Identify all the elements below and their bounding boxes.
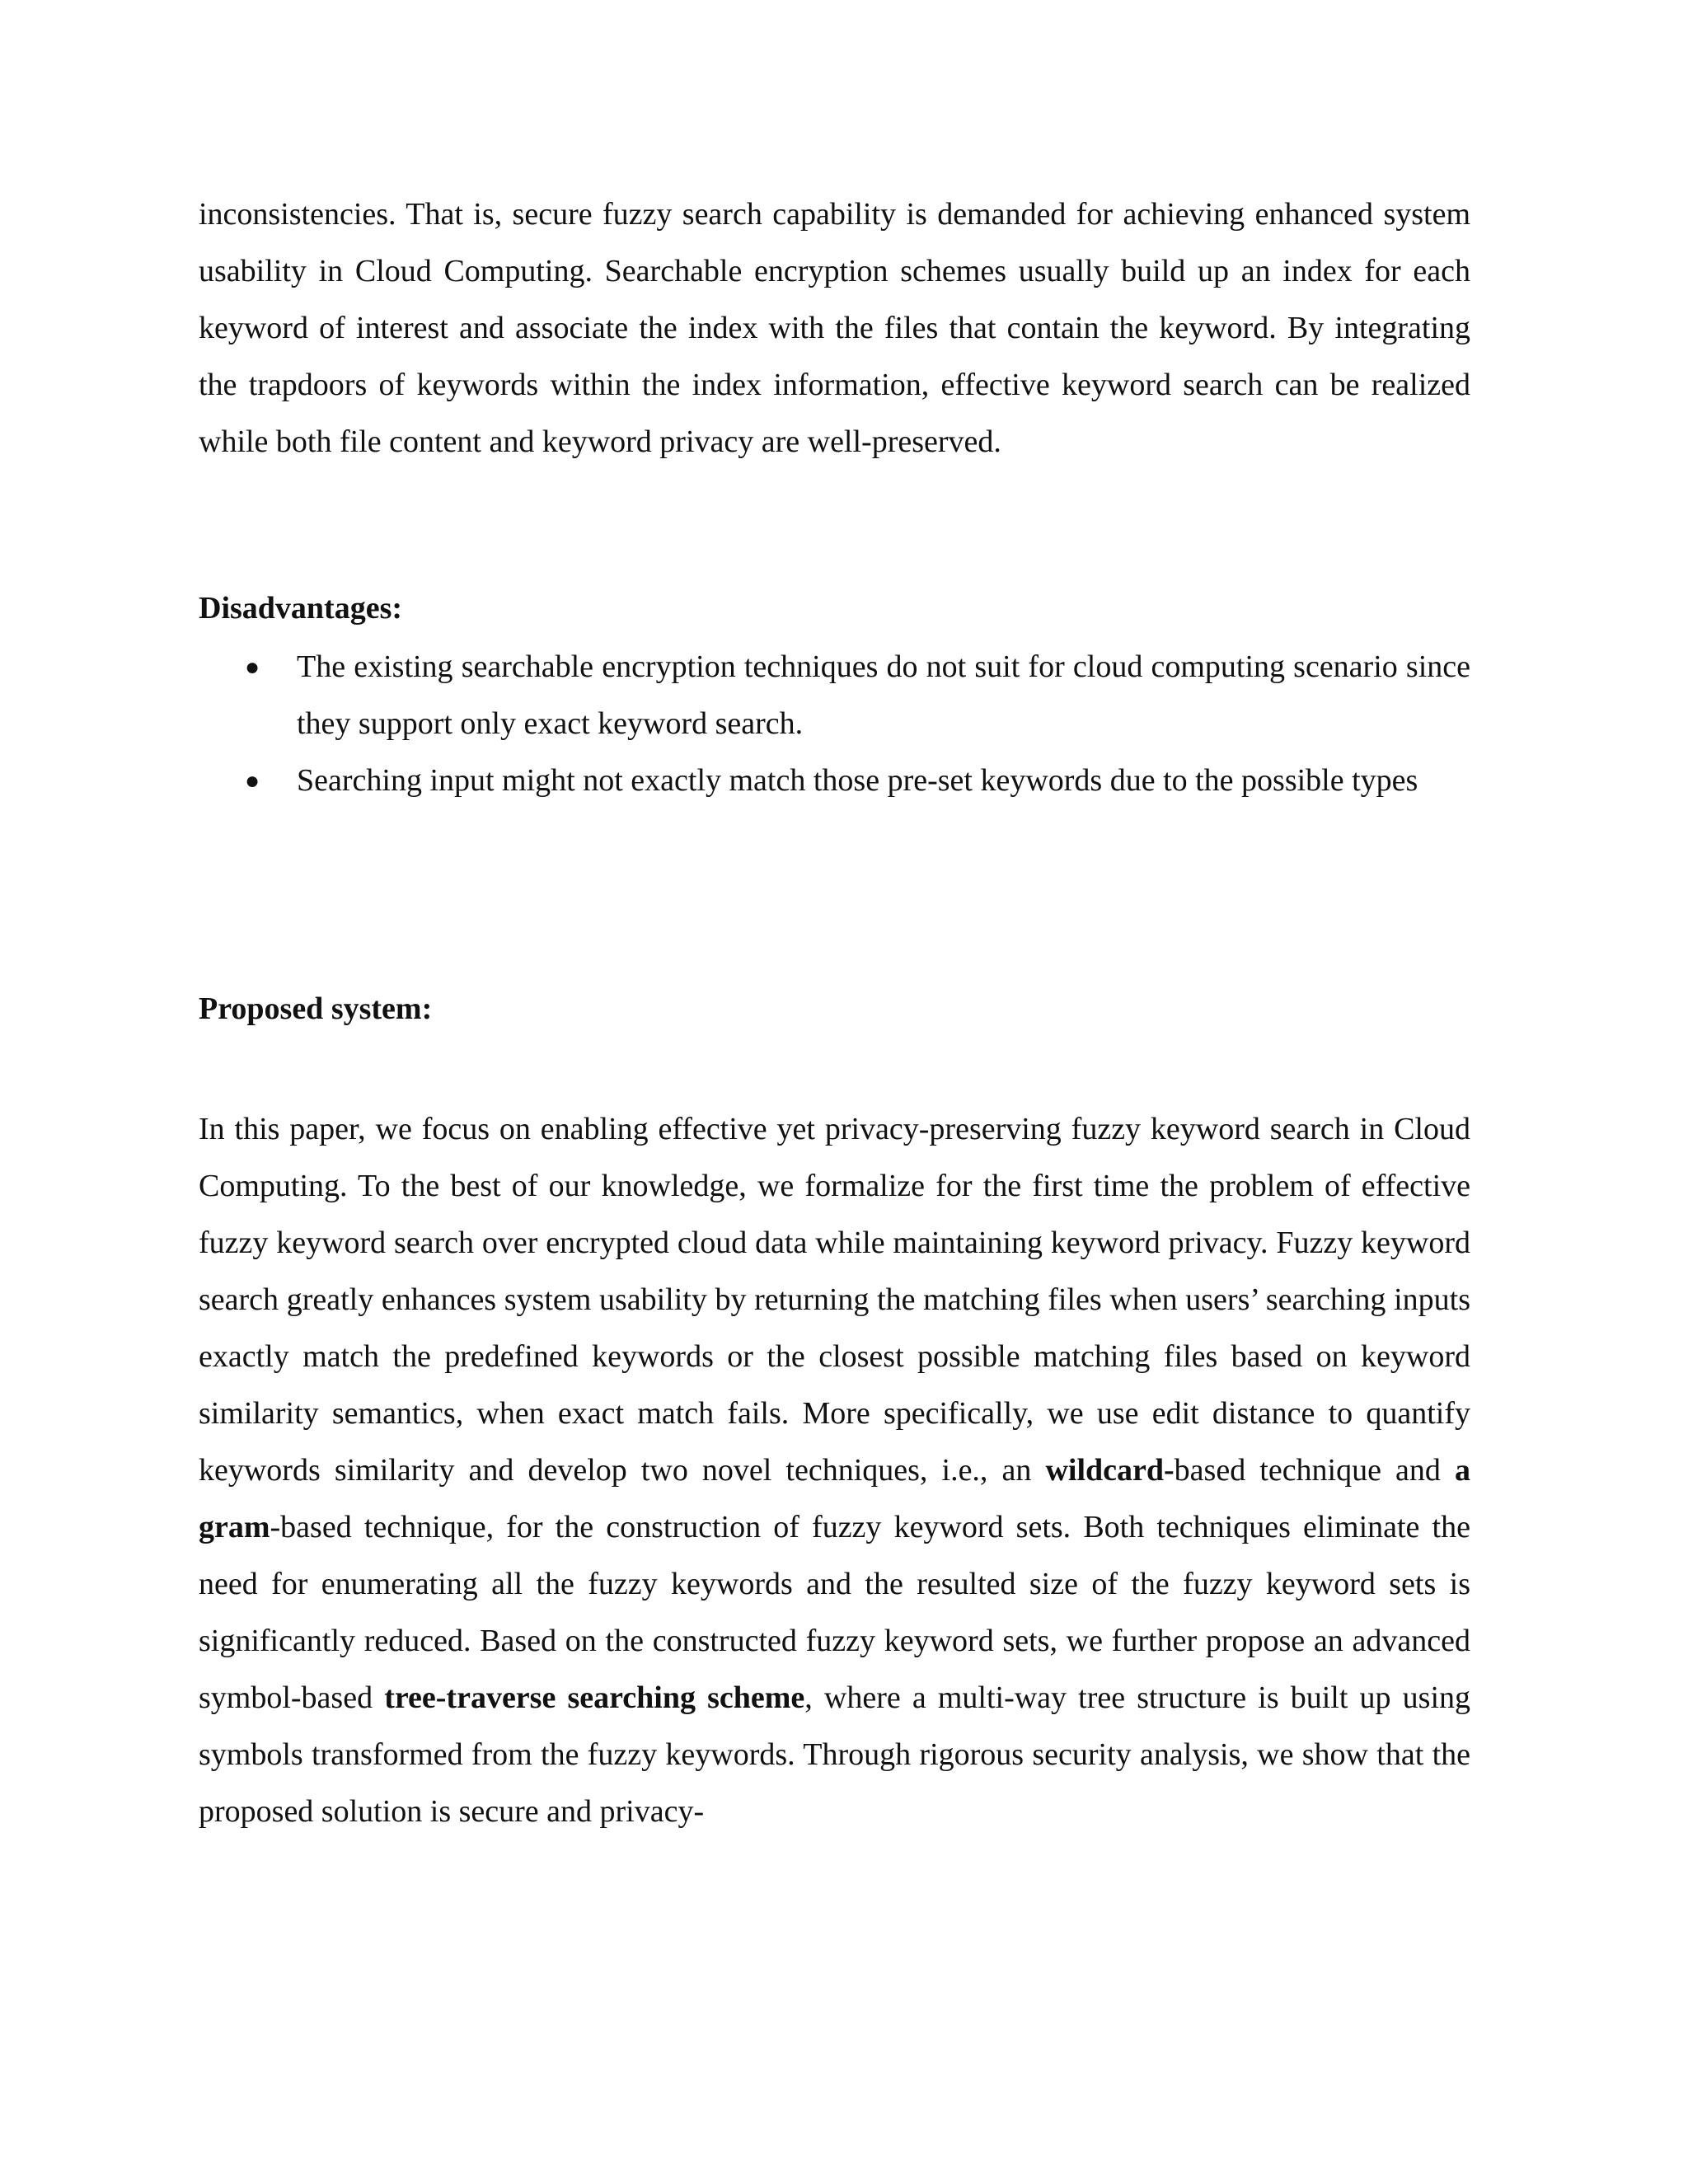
disadvantages-list — [199, 639, 1470, 809]
paragraph-text: based technique and — [1174, 1453, 1455, 1488]
bullet-icon: ● — [245, 654, 260, 681]
list-item — [199, 639, 1470, 752]
paragraph-text: , where a multi-way tree structure is built up using symbols transformed from the fuzzy keywords. Through rigorous security analysis, we show that the proposed solution is secure and privacy- — [199, 1680, 1471, 1829]
list-item-text: Searching input might not exactly match those pre-set keywords due to the possible types — [297, 763, 1418, 798]
paragraph-text: In this paper, we focus on enabling effective yet privacy-preserving fuzzy keyword search in Cloud Computing. To the best of our knowledge, we formalize for the first time the problem of effective fuzzy keyword search over encrypted cloud data while maintaining keyword privacy. Fuzzy keyword search greatly enhances system usability by returning the matching files when users’ searching inputs exactly match the predefined keywords or the closest possible matching files based on keyword similarity semantics, when exact match fails. More specifically, we use edit distance to quantify keywords similarity and develop two novel techniques, i.e., an — [199, 1112, 1470, 1488]
intro-paragraph: inconsistencies. That is, secure fuzzy search capability is demanded for achieving enhanced system usability in Cloud Computing. Searchable encryption schemes usually build up an index for each keyword of interest and associate the index with the files that contain the keyword. By integrating the trapdoors of keywords within the index information, effective keyword search can be realized while both file content and keyword privacy are well-preserved. — [199, 197, 1470, 459]
bold-term-tree-traverse: tree-traverse searching scheme — [384, 1680, 805, 1715]
proposed-system-paragraph — [199, 1101, 1470, 1840]
disadvantages-heading: Disadvantages: — [199, 591, 403, 626]
bold-term-wildcard: wildcard- — [1045, 1453, 1175, 1488]
bold-term-gram: a gram — [199, 1453, 1470, 1544]
list-item-text: The existing searchable encryption techniques do not suit for cloud computing scenario since they support only exact keyword search. — [297, 649, 1470, 741]
list-item — [199, 752, 1470, 809]
proposed-system-heading: Proposed system: — [199, 991, 433, 1026]
bullet-icon: ● — [245, 767, 260, 794]
paragraph-text: -based technique, for the construction of fuzzy keyword sets. Both techniques eliminate the need for enumerating all the fuzzy keywords and the resulted size of the fuzzy keyword sets is significantly reduced. Based on the constructed fuzzy keyword sets, we further propose an advanced symbol-based — [199, 1510, 1470, 1715]
